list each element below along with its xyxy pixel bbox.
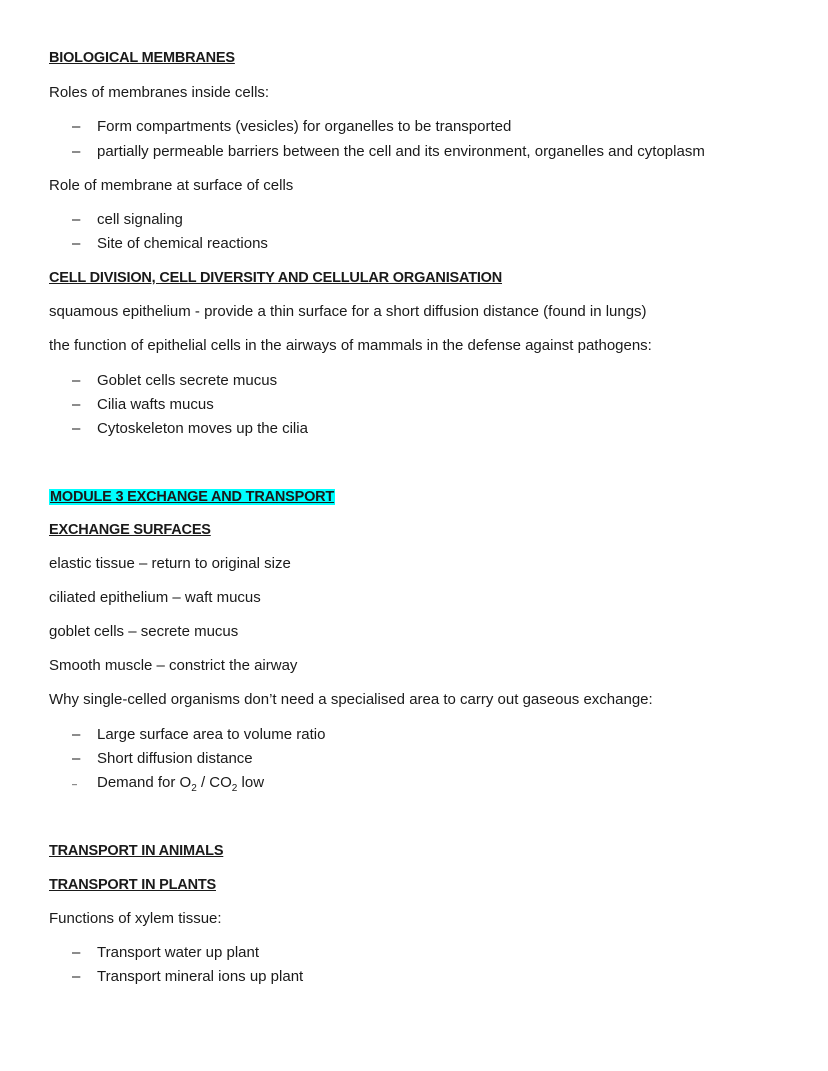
list-item [72, 419, 308, 439]
text: / CO [196, 774, 232, 791]
paragraph: Roles of membranes inside cells: [49, 84, 270, 101]
heading-biological-membranes: BIOLOGICAL MEMBRANES [49, 50, 235, 66]
heading-module-3 [49, 487, 335, 507]
list-item [72, 395, 214, 415]
list-item-text: Form compartments (vesicles) for organelles to be transported [97, 118, 512, 135]
paragraph: the function of epithelial cells in the airways of mammals in the defense against pathogens: [49, 337, 652, 354]
paragraph: Why single-celled organisms don’t need a specialised area to carry out gaseous exchange: [49, 691, 653, 708]
paragraph: elastic tissue – return to original size [49, 555, 291, 572]
highlighted-heading: MODULE 3 EXCHANGE AND TRANSPORT [50, 489, 335, 505]
list-item-text [97, 774, 265, 794]
paragraph: squamous epithelium - provide a thin surface for a short diffusion distance (found in lungs) [49, 303, 647, 320]
text: low [237, 774, 265, 791]
list-item [72, 142, 705, 162]
text: Demand for O [97, 774, 192, 791]
bullet: – [72, 211, 81, 228]
list-item-text: Cytoskeleton moves up the cilia [97, 420, 308, 437]
list-item [72, 725, 325, 745]
paragraph: Role of membrane at surface of cells [49, 177, 294, 194]
list-item [72, 117, 511, 137]
list-item [72, 967, 303, 987]
list-item-text: Cilia wafts mucus [97, 396, 214, 413]
bullet: – [72, 396, 81, 413]
bullet: – [72, 235, 81, 252]
list-item [72, 943, 259, 963]
bullet: – [72, 726, 81, 743]
paragraph: ciliated epithelium – waft mucus [49, 589, 261, 606]
bullet: – [72, 944, 81, 961]
bullet: – [72, 372, 81, 389]
list-item-text: partially permeable barriers between the cell and its environment, organelles and cytoplasm [97, 143, 705, 160]
heading-cell-division: CELL DIVISION, CELL DIVERSITY AND CELLULAR ORGANISATION [49, 270, 503, 286]
bullet: – [72, 779, 78, 789]
list-item-text: Site of chemical reactions [97, 235, 268, 252]
list-item [72, 773, 264, 799]
list-item [72, 210, 183, 230]
list-item-text: Short diffusion distance [97, 750, 253, 767]
bullet: – [72, 968, 81, 985]
list-item-text: Transport water up plant [97, 944, 260, 961]
bullet: – [72, 118, 81, 135]
paragraph: goblet cells – secrete mucus [49, 623, 239, 640]
subscript: 2 [191, 783, 197, 794]
list-item-text: cell signaling [97, 211, 183, 228]
heading-exchange-surfaces: EXCHANGE SURFACES [49, 522, 211, 538]
list-item [72, 234, 268, 254]
heading-transport-plants: TRANSPORT IN PLANTS [49, 877, 216, 893]
list-item [72, 371, 277, 391]
heading-transport-animals: TRANSPORT IN ANIMALS [49, 843, 224, 859]
bullet: – [72, 143, 81, 160]
list-item-text: Goblet cells secrete mucus [97, 372, 278, 389]
list-item [72, 749, 253, 769]
paragraph: Functions of xylem tissue: [49, 910, 222, 927]
list-item-text: Large surface area to volume ratio [97, 726, 326, 743]
paragraph: Smooth muscle – constrict the airway [49, 657, 298, 674]
list-item-text: Transport mineral ions up plant [97, 968, 304, 985]
bullet: – [72, 420, 81, 437]
bullet: – [72, 750, 81, 767]
subscript: 2 [231, 783, 238, 794]
